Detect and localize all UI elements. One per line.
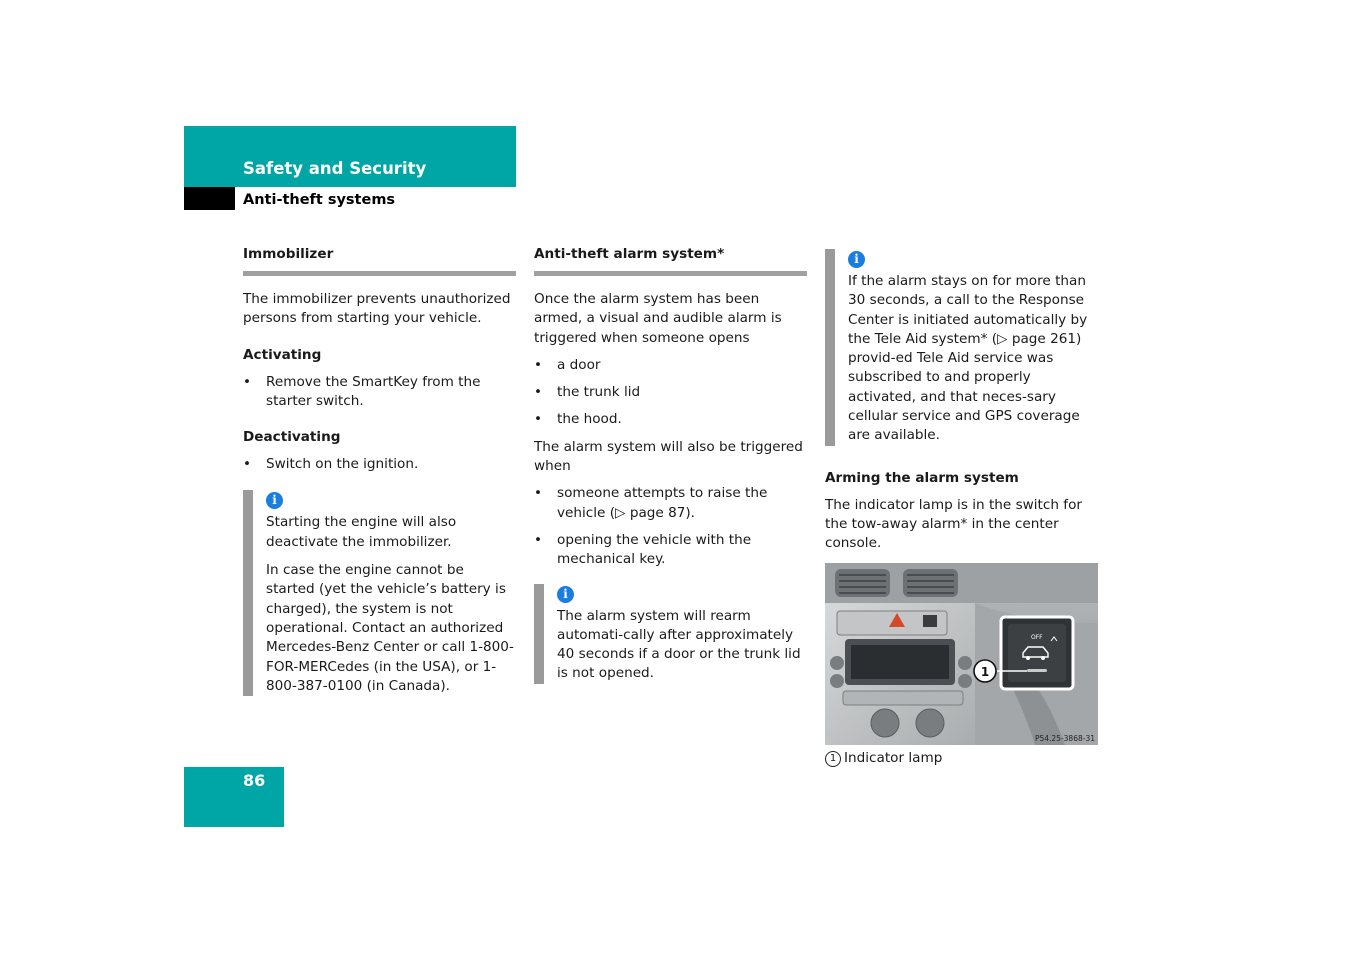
immobilizer-heading: Immobilizer — [243, 246, 334, 262]
photo-caption — [825, 749, 1098, 768]
alarm-open-list — [534, 356, 807, 430]
info-paragraph: In case the engine cannot be started (yet the vehicle’s battery is charged), the system is not operational. Contact an authorized Mercedes-Benz Center or call 1-800-FOR-MERCedes (in the USA), or 1-800-387-0100 (in Canada). — [266, 562, 514, 694]
immobilizer-info-box — [243, 490, 516, 696]
info-bar — [243, 490, 253, 696]
console-illustration — [825, 563, 1098, 745]
page-number: 86 — [243, 771, 266, 790]
activating-list — [243, 373, 516, 412]
list-item: • Remove the SmartKey from the starter switch. — [243, 373, 516, 412]
info-icon: i — [557, 586, 574, 603]
info-paragraph: The alarm system will rearm automati-cally after approximately 40 seconds if a door or the trunk lid is not opened. — [557, 607, 801, 682]
immobilizer-intro: The immobilizer prevents unauthorized persons from starting your vehicle. — [243, 291, 511, 327]
alarm-column — [534, 245, 807, 684]
list-item: • Switch on the ignition. — [243, 455, 516, 474]
info-bar — [825, 249, 835, 446]
arming-text: The indicator lamp is in the switch for the tow-away alarm* in the center console. — [825, 496, 1082, 552]
photo-callout: 1 — [980, 664, 990, 679]
caption-text: Indicator lamp — [844, 749, 943, 766]
info-icon: i — [266, 492, 283, 509]
list-item: • someone attempts to raise the vehicle (▷ page 87). — [534, 484, 807, 523]
alarm-heading: Anti-theft alarm system* — [534, 246, 725, 262]
info-paragraph: If the alarm stays on for more than 30 seconds, a call to the Response Center is initiated automatically by the Tele Aid system* (▷ page 261) provid-ed Tele Aid service was subscribed to and properly activated, and that neces-sary cellular service and GPS coverage are available. — [848, 273, 1088, 444]
info-paragraph: Starting the engine will also deactivate the immobilizer. — [266, 514, 457, 550]
info-bar — [534, 584, 544, 684]
sub-title: Anti-theft systems — [243, 192, 396, 208]
deactivating-heading: Deactivating — [243, 429, 341, 446]
tele-aid-info-box — [825, 249, 1098, 446]
info-icon: i — [848, 251, 865, 268]
page-number-tab — [184, 767, 284, 827]
right-column — [825, 245, 1098, 768]
deactivating-list — [243, 455, 516, 474]
arming-heading: Arming the alarm system — [825, 469, 1019, 486]
list-item: • opening the vehicle with the mechanical key. — [534, 531, 807, 570]
alarm-also-text: The alarm system will also be triggered when — [534, 438, 803, 475]
alarm-info-box — [534, 584, 807, 684]
immobilizer-column — [243, 245, 516, 696]
activating-heading: Activating — [243, 346, 322, 363]
list-item: • the trunk lid — [534, 383, 807, 402]
list-item: • a door — [534, 356, 807, 375]
list-item: • the hood. — [534, 410, 807, 429]
image-code: P54.25-3868-31 — [1034, 733, 1095, 743]
center-console-photo — [825, 563, 1098, 745]
caption-callout: 1 — [825, 751, 841, 767]
alarm-trigger-list — [534, 484, 807, 569]
switch-label: OFF — [1031, 633, 1043, 641]
alarm-intro: Once the alarm system has been armed, a visual and audible alarm is triggered when someone opens — [534, 291, 782, 346]
section-title: Safety and Security — [243, 159, 427, 178]
section-marker — [184, 187, 235, 210]
